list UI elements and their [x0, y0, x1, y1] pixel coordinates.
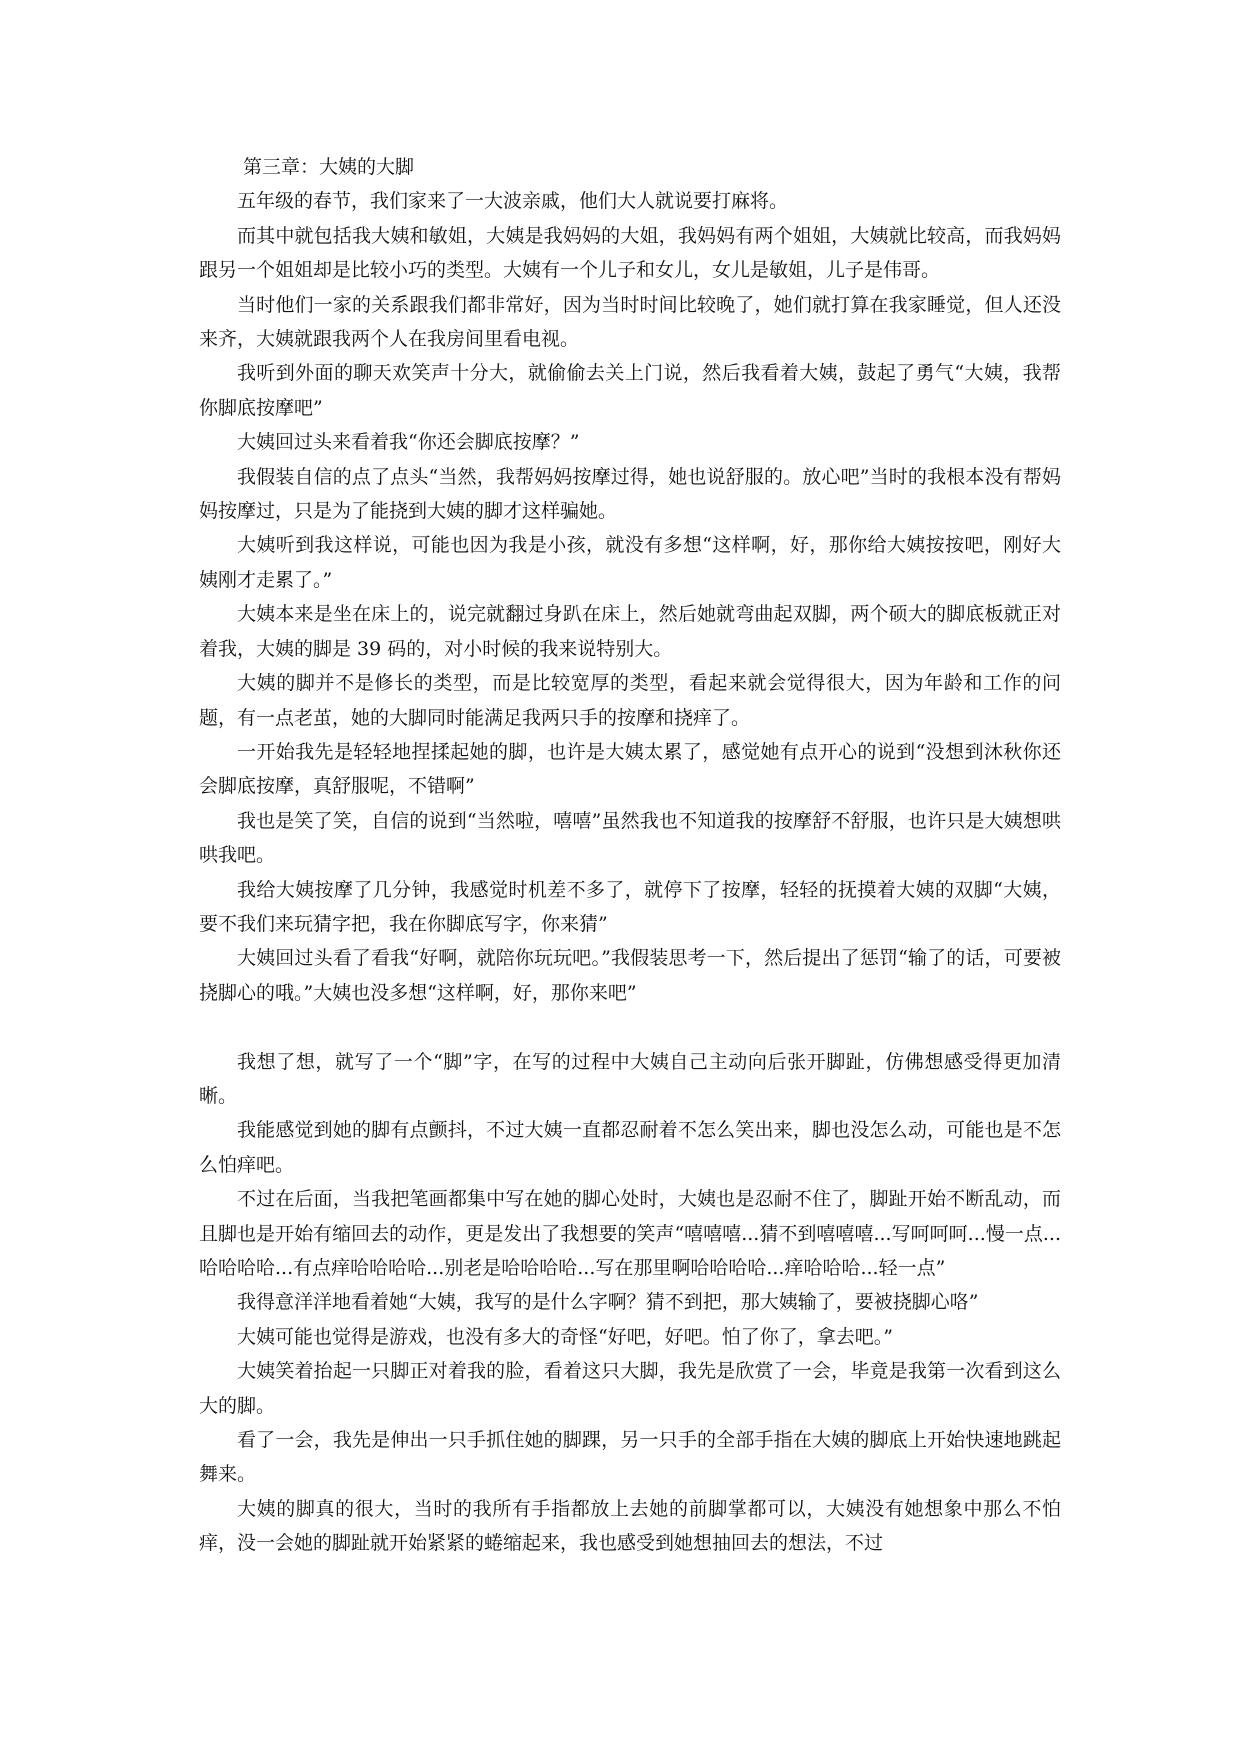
paragraph: 大姨听到我这样说，可能也因为我是小孩，就没有多想“这样啊，好，那你给大姨按按吧，刚好大姨刚才走累了。” [199, 534, 1061, 591]
chapter-title: 第三章：大姨的大脚 [243, 156, 415, 178]
paragraph: 看了一会，我先是伸出一只手抓住她的脚踝，另一只手的全部手指在大姨的脚底上开始快速地跳起舞来。 [199, 1429, 1061, 1486]
paragraph: 我也是笑了笑，自信的说到“当然啦，嘻嘻”虽然我也不知道我的按摩舒不舒服，也许只是大姨想哄哄我吧。 [199, 809, 1061, 867]
paragraph: 大姨笑着抬起一只脚正对着我的脸，看着这只大脚，我先是欣赏了一会，毕竟是我第一次看到这么大的脚。 [199, 1360, 1061, 1417]
paragraph: 一开始我先是轻轻地捏揉起她的脚，也许是大姨太累了，感觉她有点开心的说到“没想到沐秋你还会脚底按摩，真舒服呢，不错啊” [199, 740, 1061, 798]
paragraph: 大姨的脚并不是修长的类型，而是比较宽厚的类型，看起来就会觉得很大，因为年龄和工作的问题，有一点老茧，她的大脚同时能满足我两只手的按摩和挠痒了。 [199, 672, 1061, 729]
paragraph-gap [199, 1010, 1061, 1044]
document-body [199, 150, 1061, 1561]
paragraph: 我想了想，就写了一个“脚”字，在写的过程中大姨自己主动向后张开脚趾，仿佛想感受得更加清晰。 [199, 1050, 1061, 1107]
paragraph: 我能感觉到她的脚有点颤抖，不过大姨一直都忍耐着不怎么笑出来，脚也没怎么动，可能也是不怎么怕痒吧。 [199, 1119, 1061, 1176]
paragraph: 大姨可能也觉得是游戏，也没有多大的奇怪“好吧，好吧。怕了你了，拿去吧。” [237, 1325, 893, 1348]
paragraph: 我得意洋洋地看着她“大姨，我写的是什么字啊？猜不到把，那大姨输了，要被挠脚心咯” [237, 1291, 979, 1314]
paragraph: 大姨的脚真的很大，当时的我所有手指都放上去她的前脚掌都可以，大姨没有她想象中那么不怕痒，没一会她的脚趾就开始紧紧的蜷缩起来，我也感受到她想抽回去的想法，不过 [199, 1497, 1061, 1555]
paragraph: 我假装自信的点了点头“当然，我帮妈妈按摩过得，她也说舒服的。放心吧”当时的我根本没有帮妈妈按摩过，只是为了能挠到大姨的脚才这样骗她。 [199, 465, 1061, 523]
paragraph: 我听到外面的聊天欢笑声十分大，就偷偷去关上门说，然后我看着大姨，鼓起了勇气“大姨，我帮你脚底按摩吧” [199, 362, 1061, 419]
paragraph: 我给大姨按摩了几分钟，我感觉时机差不多了，就停下了按摩，轻轻的抚摸着大姨的双脚“大姨，要不我们来玩猜字把，我在你脚底写字，你来猜” [199, 878, 1061, 935]
paragraph: 大姨回过头看了看我“好啊，就陪你玩玩吧。”我假装思考一下，然后提出了惩罚“输了的话，可要被挠脚心的哦。”大姨也没多想“这样啊，好，那你来吧” [199, 947, 1061, 1004]
paragraph: 而其中就包括我大姨和敏姐，大姨是我妈妈的大姐，我妈妈有两个姐姐，大姨就比较高，而我妈妈跟另一个姐姐却是比较小巧的类型。大姨有一个儿子和女儿，女儿是敏姐，儿子是伟哥。 [199, 224, 1061, 282]
paragraph: 大姨回过头来看着我“你还会脚底按摩？” [237, 431, 580, 454]
paragraph: 五年级的春节，我们家来了一大波亲戚，他们大人就说要打麻将。 [237, 190, 789, 213]
paragraph: 不过在后面，当我把笔画都集中写在她的脚心处时，大姨也是忍耐不住了，脚趾开始不断乱动，而且脚也是开始有缩回去的动作，更是发出了我想要的笑声“嘻嘻嘻...猜不到嘻嘻嘻...写呵呵呵...慢一点...哈哈哈哈...有点痒哈哈哈哈...别老是哈哈哈哈...写在那里啊哈哈哈哈...痒哈哈哈...轻一点” [199, 1188, 1061, 1279]
paragraph: 当时他们一家的关系跟我们都非常好，因为当时时间比较晚了，她们就打算在我家睡觉，但人还没来齐，大姨就跟我两个人在我房间里看电视。 [199, 293, 1061, 351]
paragraph: 大姨本来是坐在床上的，说完就翻过身趴在床上，然后她就弯曲起双脚，两个硕大的脚底板就正对着我，大姨的脚是 39 码的，对小时候的我来说特别大。 [199, 603, 1061, 660]
